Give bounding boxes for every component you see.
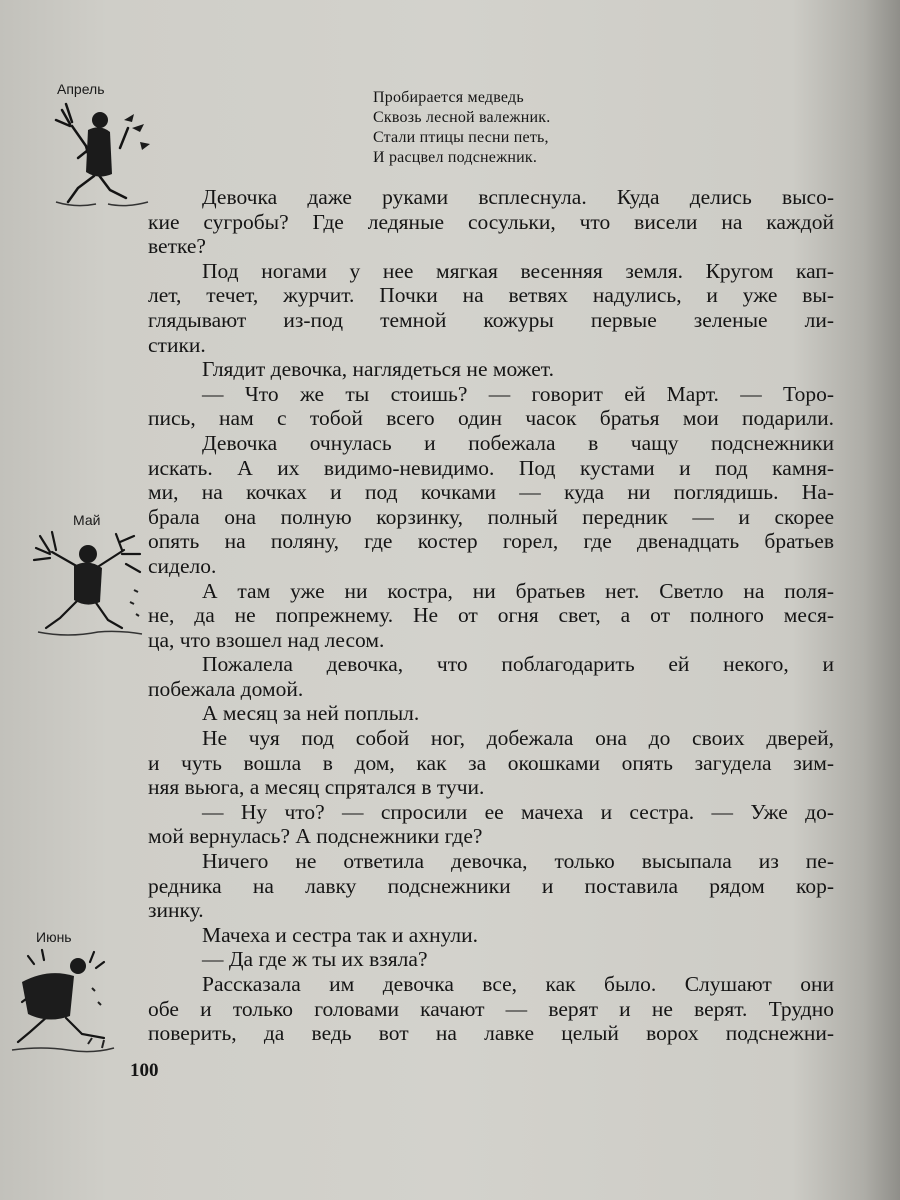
month-label-may: Май xyxy=(73,512,101,528)
text-line: Не чуя под собой ног, добежала она до своих дверей, xyxy=(202,726,834,751)
text-line: глядывают из-под темной кожуры первые зеленые ли- xyxy=(148,307,834,332)
month-label-april: Апрель xyxy=(57,81,105,97)
text-line: Мачеха и сестра так и ахнули. xyxy=(202,922,479,947)
text-line: ца, что взошел над лесом. xyxy=(148,627,385,652)
text-line: брала она полную корзинку, полный передник — и скорее xyxy=(148,504,834,529)
text-line: лет, течет, журчит. Почки на ветвях надулись, и уже вы- xyxy=(148,283,834,308)
text-line: побежала домой. xyxy=(148,676,304,701)
text-line: ми, на кочках и под кочками — куда ни поглядишь. На- xyxy=(148,480,834,505)
poem-line: Сквозь лесной валежник. xyxy=(373,109,551,126)
text-line: редника на лавку подснежники и поставила рядом кор- xyxy=(148,873,834,898)
text-line: — Что же ты стоишь? — говорит ей Март. — Торо- xyxy=(202,381,834,406)
june-figure-illustration xyxy=(8,944,118,1056)
text-line: Девочка даже руками всплеснула. Куда делись высо- xyxy=(202,185,834,209)
text-line: мой вернулась? А подснежники где? xyxy=(148,824,483,849)
text-line: А месяц за ней поплыл. xyxy=(202,701,420,726)
text-line: Девочка очнулась и побежала в чащу подснежники xyxy=(202,430,834,455)
text-line: обе и только головами качают — верят и не верят. Трудно xyxy=(148,996,834,1021)
main-text xyxy=(148,185,834,1046)
text-line: ветке? xyxy=(148,234,206,259)
april-figure-illustration xyxy=(48,98,156,213)
text-line: не, да не попрежнему. Не от огня свет, а от полного меся- xyxy=(148,603,834,628)
text-line: сидело. xyxy=(148,553,217,578)
text-line: стики. xyxy=(148,332,206,357)
text-line: Глядит девочка, наглядеться не может. xyxy=(202,357,554,382)
text-line: искать. А их видимо-невидимо. Под кустами и под камня- xyxy=(148,455,834,480)
text-line: няя вьюга, а месяц спрятался в тучи. xyxy=(148,775,485,800)
poem-line: И расцвел подснежник. xyxy=(373,149,538,166)
text-line: поверить, да ведь вот на лавке целый ворох подснежни- xyxy=(148,1021,834,1046)
text-line: Под ногами у нее мягкая весенняя земля. Кругом кап- xyxy=(202,258,834,283)
page-number: 100 xyxy=(130,1060,159,1081)
text-line: Пожалела девочка, что поблагодарить ей некого, и xyxy=(202,652,834,677)
poem-line: Стали птицы песни петь, xyxy=(373,129,549,146)
text-line: пись, нам с тобой всего один часок братья мои подарили. xyxy=(148,406,834,431)
month-label-june: Июнь xyxy=(36,929,72,945)
poem-line: Пробирается медведь xyxy=(373,89,524,106)
poem xyxy=(373,88,550,168)
text-line: А там уже ни костра, ни братьев нет. Светло на поля- xyxy=(202,578,834,603)
text-line: Рассказала им девочка все, как было. Слушают они xyxy=(202,972,834,996)
text-line: опять на поляну, где костер горел, где двенадцать братьев xyxy=(148,529,834,554)
text-line: — Ну что? — спросили ее мачеха и сестра. — Уже до- xyxy=(202,799,834,824)
text-line: — Да где ж ты их взяла? xyxy=(202,947,428,972)
text-line: кие сугробы? Где ледяные сосульки, что висели на каждой xyxy=(148,209,834,234)
text-line: и чуть вошла в дом, как за окошками опять загудела зим- xyxy=(148,750,834,775)
text-line: зинку. xyxy=(148,898,204,923)
text-line: Ничего не ответила девочка, только высыпала из пе- xyxy=(202,849,834,874)
may-figure-illustration xyxy=(30,528,150,640)
